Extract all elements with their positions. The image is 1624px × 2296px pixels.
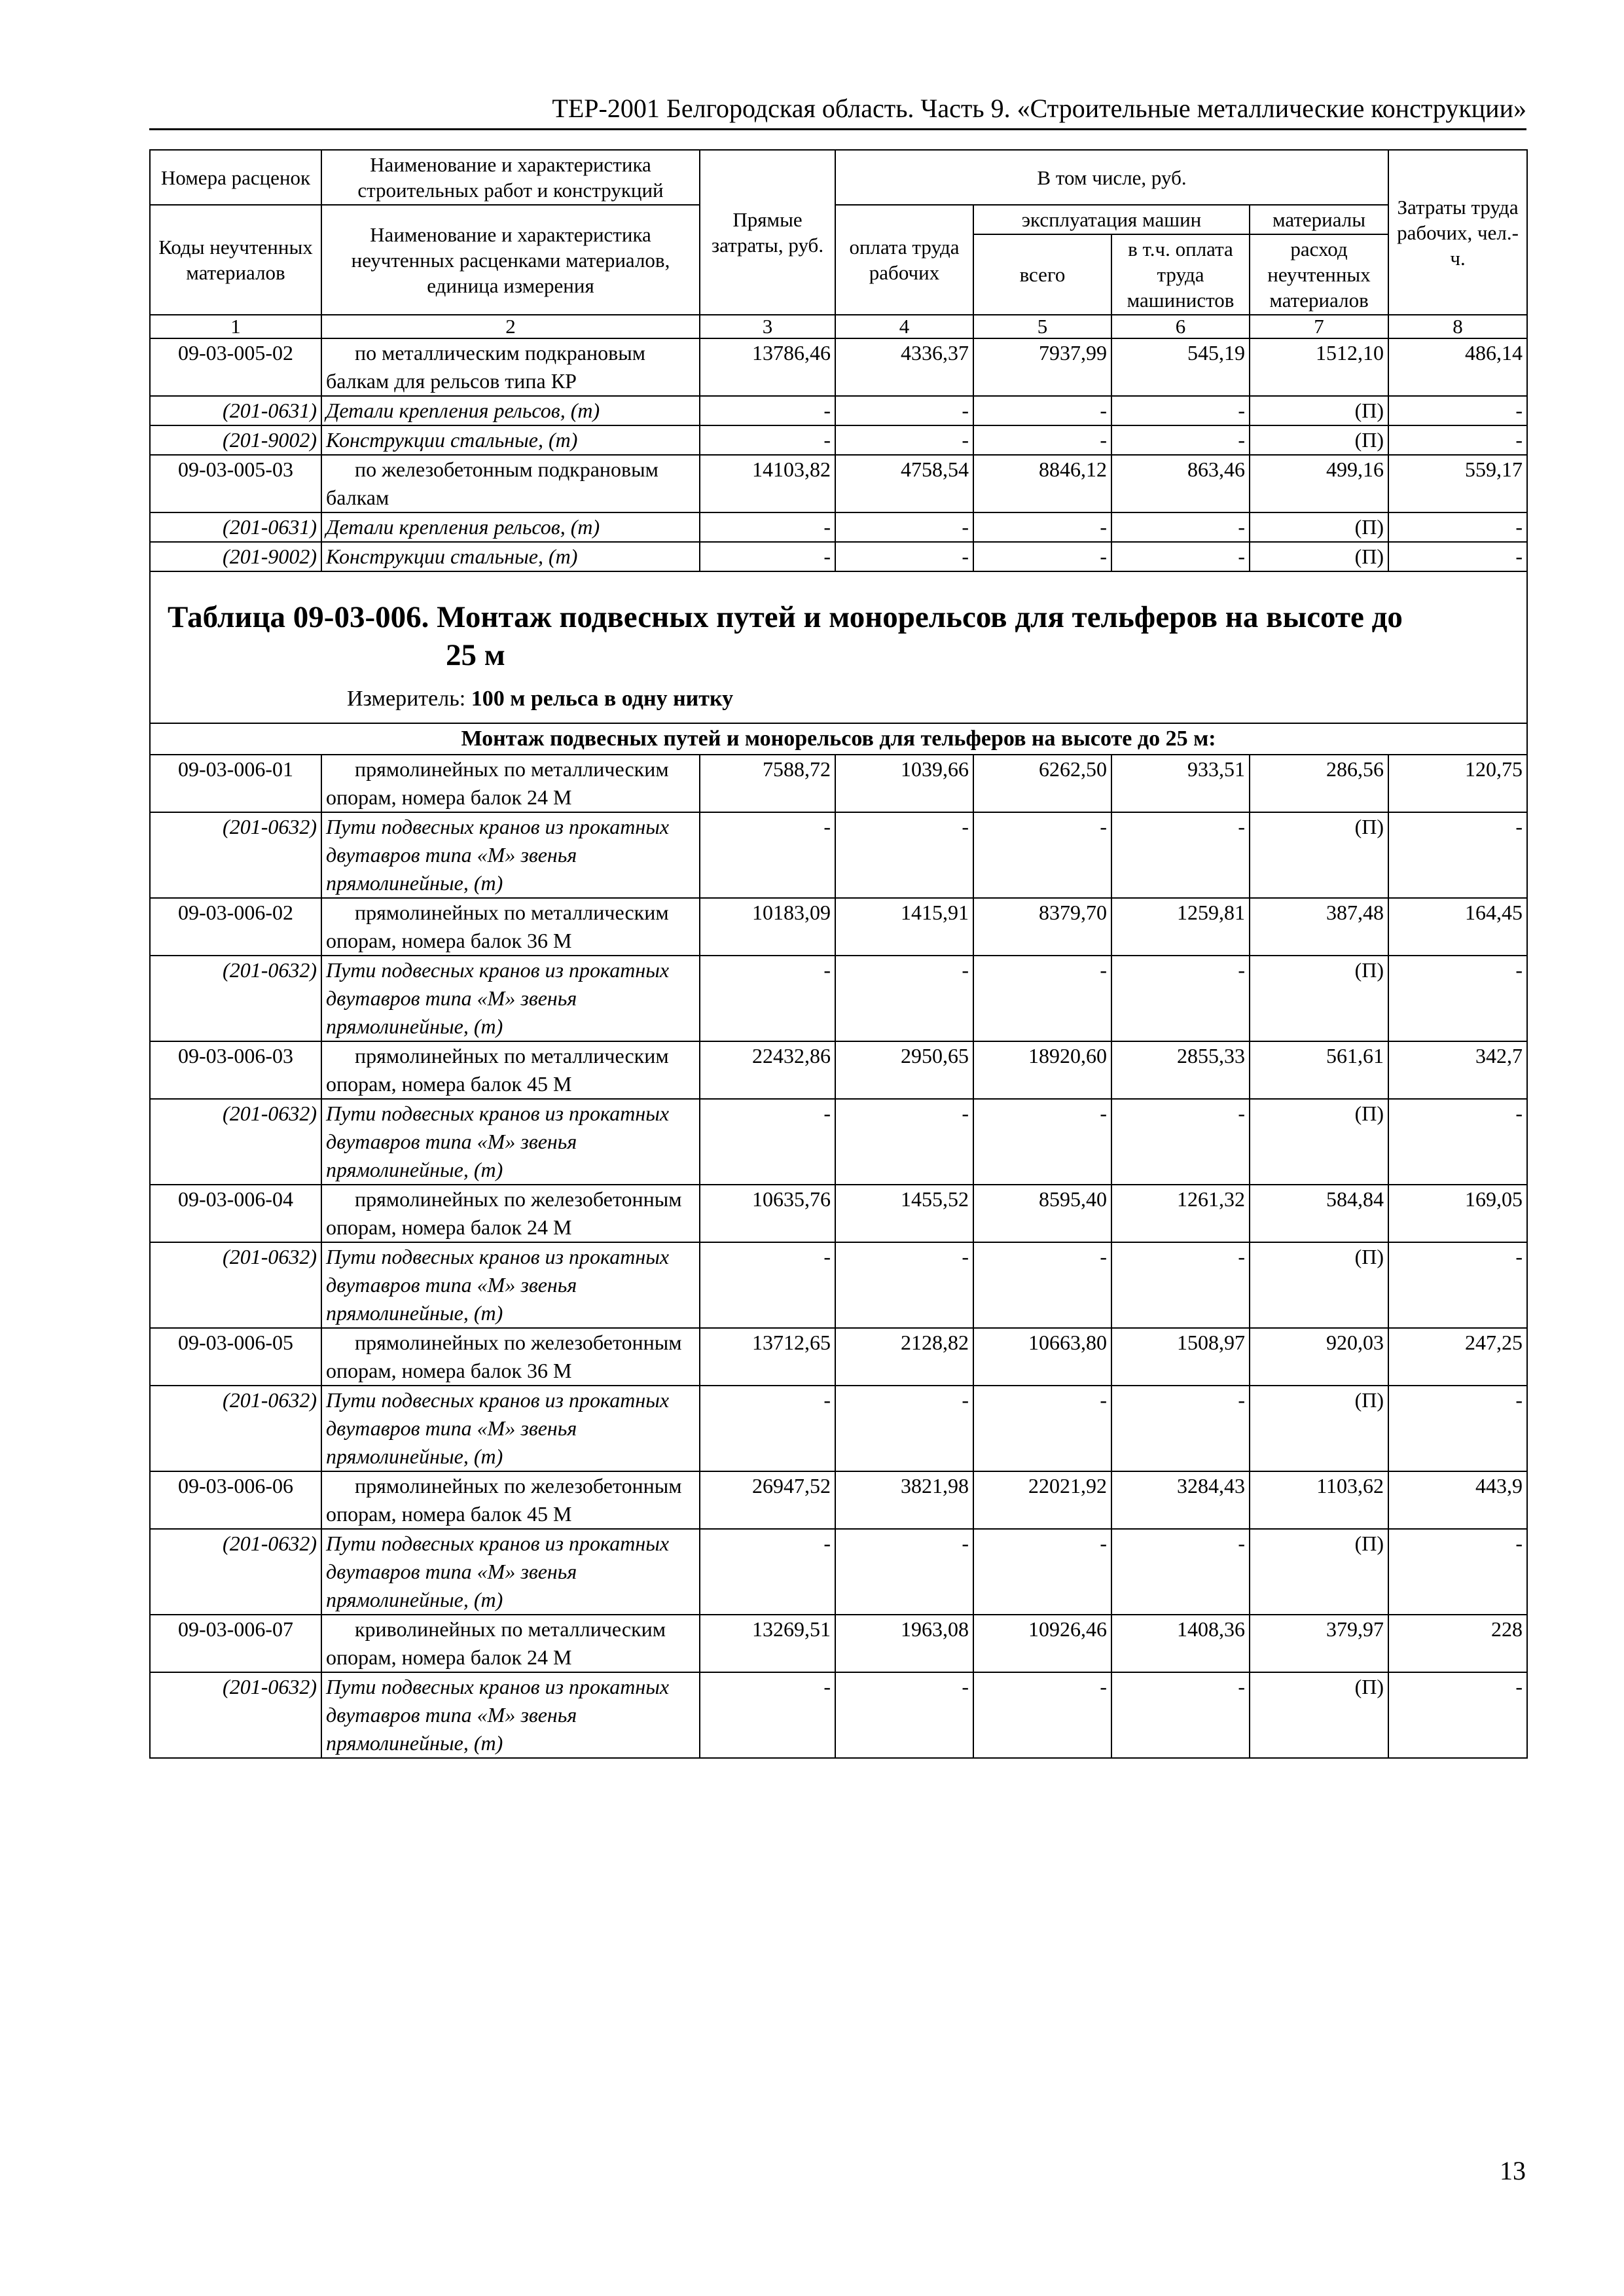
value-cell: 1512,10: [1250, 338, 1388, 396]
value-cell: 13786,46: [700, 338, 835, 396]
value-cell: -: [1388, 1242, 1527, 1328]
rate-row: [150, 1328, 1527, 1386]
value-cell: (П): [1250, 956, 1388, 1041]
value-cell: 933,51: [1111, 755, 1250, 812]
value-cell: -: [835, 1099, 973, 1185]
value-cell: 13269,51: [700, 1615, 835, 1672]
rate-row: [150, 1471, 1527, 1529]
column-numbers-row: [150, 315, 1527, 338]
rate-row: [150, 1185, 1527, 1242]
value-cell: -: [700, 425, 835, 455]
value-cell: -: [973, 1529, 1111, 1615]
table-body-after: [150, 755, 1527, 1758]
value-cell: 379,97: [1250, 1615, 1388, 1672]
value-cell: -: [1111, 1099, 1250, 1185]
value-cell: 499,16: [1250, 455, 1388, 512]
value-cell: -: [700, 1672, 835, 1758]
value-cell: 169,05: [1388, 1185, 1527, 1242]
rate-row: [150, 755, 1527, 812]
value-cell: -: [1388, 1672, 1527, 1758]
material-code: (201-0631): [150, 512, 321, 542]
value-cell: 1103,62: [1250, 1471, 1388, 1529]
page-number: 13: [1500, 2156, 1526, 2185]
value-cell: 1455,52: [835, 1185, 973, 1242]
value-cell: -: [1388, 1386, 1527, 1471]
rate-description: прямолинейных по металлическим опорам, номера балок 45 М: [321, 1041, 700, 1099]
value-cell: -: [1111, 1386, 1250, 1471]
value-cell: -: [700, 542, 835, 571]
value-cell: -: [973, 425, 1111, 455]
material-row: [150, 1529, 1527, 1615]
value-cell: 1415,91: [835, 898, 973, 956]
header-name-bottom: Наименование и характеристика неучтенных расценками материалов, единица измерения: [321, 205, 700, 315]
value-cell: 4758,54: [835, 455, 973, 512]
material-code: (201-0632): [150, 1672, 321, 1758]
value-cell: 228: [1388, 1615, 1527, 1672]
value-cell: 342,7: [1388, 1041, 1527, 1099]
value-cell: 10635,76: [700, 1185, 835, 1242]
value-cell: 6262,50: [973, 755, 1111, 812]
value-cell: -: [835, 512, 973, 542]
value-cell: -: [700, 512, 835, 542]
value-cell: -: [1388, 1099, 1527, 1185]
column-number: 1: [150, 315, 321, 338]
material-code: (201-0632): [150, 1386, 321, 1471]
value-cell: 561,61: [1250, 1041, 1388, 1099]
header-nomera: Номера расценок: [150, 150, 321, 205]
value-cell: 1039,66: [835, 755, 973, 812]
value-cell: -: [1388, 956, 1527, 1041]
material-description: Пути подвесных кранов из прокатных двутавров типа «М» звенья прямолинейные, (т): [321, 1529, 700, 1615]
page-header: ТЕР-2001 Белгородская область. Часть 9. «Строительные металлические конструкции»: [149, 92, 1526, 130]
value-cell: -: [835, 956, 973, 1041]
value-cell: -: [700, 396, 835, 425]
value-cell: 120,75: [1388, 755, 1527, 812]
value-cell: 1259,81: [1111, 898, 1250, 956]
material-description: Детали крепления рельсов, (т): [321, 512, 700, 542]
value-cell: -: [1111, 956, 1250, 1041]
value-cell: (П): [1250, 812, 1388, 898]
value-cell: (П): [1250, 512, 1388, 542]
material-description: Пути подвесных кранов из прокатных двутавров типа «М» звенья прямолинейные, (т): [321, 1099, 700, 1185]
header-ekspl: эксплуатация машин: [973, 205, 1250, 234]
material-row: [150, 956, 1527, 1041]
value-cell: -: [1388, 425, 1527, 455]
rate-row: [150, 1041, 1527, 1099]
material-row: [150, 1099, 1527, 1185]
material-row: [150, 1386, 1527, 1471]
value-cell: (П): [1250, 425, 1388, 455]
material-code: (201-9002): [150, 425, 321, 455]
rate-row: [150, 455, 1527, 512]
value-cell: -: [700, 1529, 835, 1615]
value-cell: 7937,99: [973, 338, 1111, 396]
value-cell: -: [835, 1672, 973, 1758]
header-oplata: оплата труда рабочих: [835, 205, 973, 315]
material-description: Конструкции стальные, (т): [321, 425, 700, 455]
value-cell: -: [835, 425, 973, 455]
rate-row: [150, 338, 1527, 396]
material-row: [150, 396, 1527, 425]
value-cell: -: [700, 1099, 835, 1185]
rate-code: 09-03-005-02: [150, 338, 321, 396]
material-description: Пути подвесных кранов из прокатных двутавров типа «М» звенья прямолинейные, (т): [321, 956, 700, 1041]
material-description: Детали крепления рельсов, (т): [321, 396, 700, 425]
value-cell: 1508,97: [1111, 1328, 1250, 1386]
value-cell: 13712,65: [700, 1328, 835, 1386]
value-cell: -: [700, 1242, 835, 1328]
value-cell: 2950,65: [835, 1041, 973, 1099]
value-cell: 1963,08: [835, 1615, 973, 1672]
header-name-top: Наименование и характеристика строительных работ и конструкций: [321, 150, 700, 205]
rate-code: 09-03-006-02: [150, 898, 321, 956]
value-cell: 3284,43: [1111, 1471, 1250, 1529]
rate-code: 09-03-006-04: [150, 1185, 321, 1242]
rate-description: по железобетонным подкрановым балкам: [321, 455, 700, 512]
unit-label: Измеритель:: [347, 687, 466, 711]
value-cell: 286,56: [1250, 755, 1388, 812]
value-cell: -: [973, 512, 1111, 542]
value-cell: (П): [1250, 542, 1388, 571]
material-row: [150, 512, 1527, 542]
material-code: (201-0632): [150, 1242, 321, 1328]
value-cell: -: [835, 396, 973, 425]
value-cell: -: [700, 1386, 835, 1471]
value-cell: 4336,37: [835, 338, 973, 396]
rate-row: [150, 1615, 1527, 1672]
rate-description: криволинейных по металлическим опорам, номера балок 24 М: [321, 1615, 700, 1672]
value-cell: -: [973, 956, 1111, 1041]
value-cell: -: [700, 956, 835, 1041]
value-cell: 863,46: [1111, 455, 1250, 512]
value-cell: -: [1111, 542, 1250, 571]
value-cell: 584,84: [1250, 1185, 1388, 1242]
value-cell: 164,45: [1388, 898, 1527, 956]
material-description: Пути подвесных кранов из прокатных двутавров типа «М» звенья прямолинейные, (т): [321, 812, 700, 898]
value-cell: 10926,46: [973, 1615, 1111, 1672]
value-cell: -: [1111, 1529, 1250, 1615]
unit-line: [168, 685, 1523, 713]
value-cell: -: [1111, 1672, 1250, 1758]
header-vtch: в т.ч. оплата труда машинистов: [1111, 234, 1250, 315]
value-cell: -: [973, 812, 1111, 898]
column-number: 8: [1388, 315, 1527, 338]
material-row: [150, 425, 1527, 455]
rates-table: [149, 149, 1528, 1759]
value-cell: (П): [1250, 1672, 1388, 1758]
unit-value: 100 м рельса в одну нитку: [471, 687, 734, 711]
value-cell: -: [835, 1242, 973, 1328]
value-cell: -: [1111, 425, 1250, 455]
value-cell: 387,48: [1250, 898, 1388, 956]
rate-description: прямолинейных по металлическим опорам, номера балок 36 М: [321, 898, 700, 956]
rate-description: прямолинейных по металлическим опорам, номера балок 24 М: [321, 755, 700, 812]
value-cell: -: [1111, 812, 1250, 898]
material-description: Пути подвесных кранов из прокатных двутавров типа «М» звенья прямолинейные, (т): [321, 1672, 700, 1758]
rate-code: 09-03-006-07: [150, 1615, 321, 1672]
value-cell: -: [973, 1242, 1111, 1328]
value-cell: 443,9: [1388, 1471, 1527, 1529]
column-number: 5: [973, 315, 1111, 338]
value-cell: (П): [1250, 396, 1388, 425]
value-cell: -: [973, 542, 1111, 571]
material-code: (201-0632): [150, 1529, 321, 1615]
rate-code: 09-03-006-06: [150, 1471, 321, 1529]
value-cell: 545,19: [1111, 338, 1250, 396]
header-zatraty: Затраты труда рабочих, чел.-ч.: [1388, 150, 1527, 315]
value-cell: -: [835, 812, 973, 898]
value-cell: -: [700, 812, 835, 898]
value-cell: 8379,70: [973, 898, 1111, 956]
value-cell: 3821,98: [835, 1471, 973, 1529]
value-cell: 8595,40: [973, 1185, 1111, 1242]
value-cell: -: [835, 542, 973, 571]
value-cell: -: [973, 1672, 1111, 1758]
value-cell: 26947,52: [700, 1471, 835, 1529]
rate-description: прямолинейных по железобетонным опорам, номера балок 36 М: [321, 1328, 700, 1386]
value-cell: -: [1388, 396, 1527, 425]
material-code: (201-0632): [150, 956, 321, 1041]
value-cell: -: [1388, 812, 1527, 898]
header-rashod: расход неучтенных материалов: [1250, 234, 1388, 315]
value-cell: 22432,86: [700, 1041, 835, 1099]
value-cell: 7588,72: [700, 755, 835, 812]
rate-row: [150, 898, 1527, 956]
table-title: [168, 598, 1523, 674]
rate-code: 09-03-006-05: [150, 1328, 321, 1386]
value-cell: 247,25: [1388, 1328, 1527, 1386]
value-cell: 1261,32: [1111, 1185, 1250, 1242]
value-cell: 10183,09: [700, 898, 835, 956]
column-number: 4: [835, 315, 973, 338]
material-description: Пути подвесных кранов из прокатных двутавров типа «М» звенья прямолинейные, (т): [321, 1386, 700, 1471]
rate-code: 09-03-006-03: [150, 1041, 321, 1099]
value-cell: -: [973, 1099, 1111, 1185]
material-description: Пути подвесных кранов из прокатных двутавров типа «М» звенья прямолинейные, (т): [321, 1242, 700, 1328]
table-title-line1: Таблица 09-03-006. Монтаж подвесных путей и монорельсов для тельферов на высоте до: [168, 600, 1403, 634]
header-vsego: всего: [973, 234, 1111, 315]
value-cell: (П): [1250, 1386, 1388, 1471]
value-cell: 1408,36: [1111, 1615, 1250, 1672]
column-number: 3: [700, 315, 835, 338]
column-number: 2: [321, 315, 700, 338]
rate-description: прямолинейных по железобетонным опорам, номера балок 24 М: [321, 1185, 700, 1242]
rate-code: 09-03-006-01: [150, 755, 321, 812]
material-code: (201-0631): [150, 396, 321, 425]
value-cell: (П): [1250, 1529, 1388, 1615]
value-cell: -: [1388, 542, 1527, 571]
value-cell: 920,03: [1250, 1328, 1388, 1386]
value-cell: (П): [1250, 1242, 1388, 1328]
value-cell: 486,14: [1388, 338, 1527, 396]
value-cell: 22021,92: [973, 1471, 1111, 1529]
rate-description: по металлическим подкрановым балкам для рельсов типа КР: [321, 338, 700, 396]
value-cell: 2855,33: [1111, 1041, 1250, 1099]
value-cell: -: [973, 1386, 1111, 1471]
material-row: [150, 1242, 1527, 1328]
value-cell: -: [1111, 1242, 1250, 1328]
table-header: [150, 150, 1527, 338]
material-description: Конструкции стальные, (т): [321, 542, 700, 571]
value-cell: -: [1111, 396, 1250, 425]
value-cell: -: [835, 1386, 973, 1471]
column-number: 7: [1250, 315, 1388, 338]
material-row: [150, 812, 1527, 898]
value-cell: 2128,82: [835, 1328, 973, 1386]
value-cell: -: [1388, 1529, 1527, 1615]
material-code: (201-0632): [150, 812, 321, 898]
material-code: (201-0632): [150, 1099, 321, 1185]
column-number: 6: [1111, 315, 1250, 338]
rate-description: прямолинейных по железобетонным опорам, номера балок 45 М: [321, 1471, 700, 1529]
section-title: Монтаж подвесных путей и монорельсов для тельферов на высоте до 25 м:: [150, 723, 1527, 755]
value-cell: 14103,82: [700, 455, 835, 512]
table-body-before: [150, 338, 1527, 571]
value-cell: -: [1111, 512, 1250, 542]
table-title-block: [150, 571, 1527, 755]
value-cell: 18920,60: [973, 1041, 1111, 1099]
value-cell: 559,17: [1388, 455, 1527, 512]
value-cell: -: [973, 396, 1111, 425]
table-title-cell: [150, 571, 1527, 723]
rate-code: 09-03-005-03: [150, 455, 321, 512]
value-cell: -: [1388, 512, 1527, 542]
material-code: (201-9002): [150, 542, 321, 571]
header-v-tom-chisle: В том числе, руб.: [835, 150, 1388, 205]
value-cell: -: [835, 1529, 973, 1615]
header-materialy: материалы: [1250, 205, 1388, 234]
header-pryamye: Прямые затраты, руб.: [700, 150, 835, 315]
value-cell: 10663,80: [973, 1328, 1111, 1386]
value-cell: 8846,12: [973, 455, 1111, 512]
header-kody: Коды неучтенных материалов: [150, 205, 321, 315]
table-title-line2: 25 м: [446, 638, 505, 672]
material-row: [150, 542, 1527, 571]
material-row: [150, 1672, 1527, 1758]
value-cell: (П): [1250, 1099, 1388, 1185]
